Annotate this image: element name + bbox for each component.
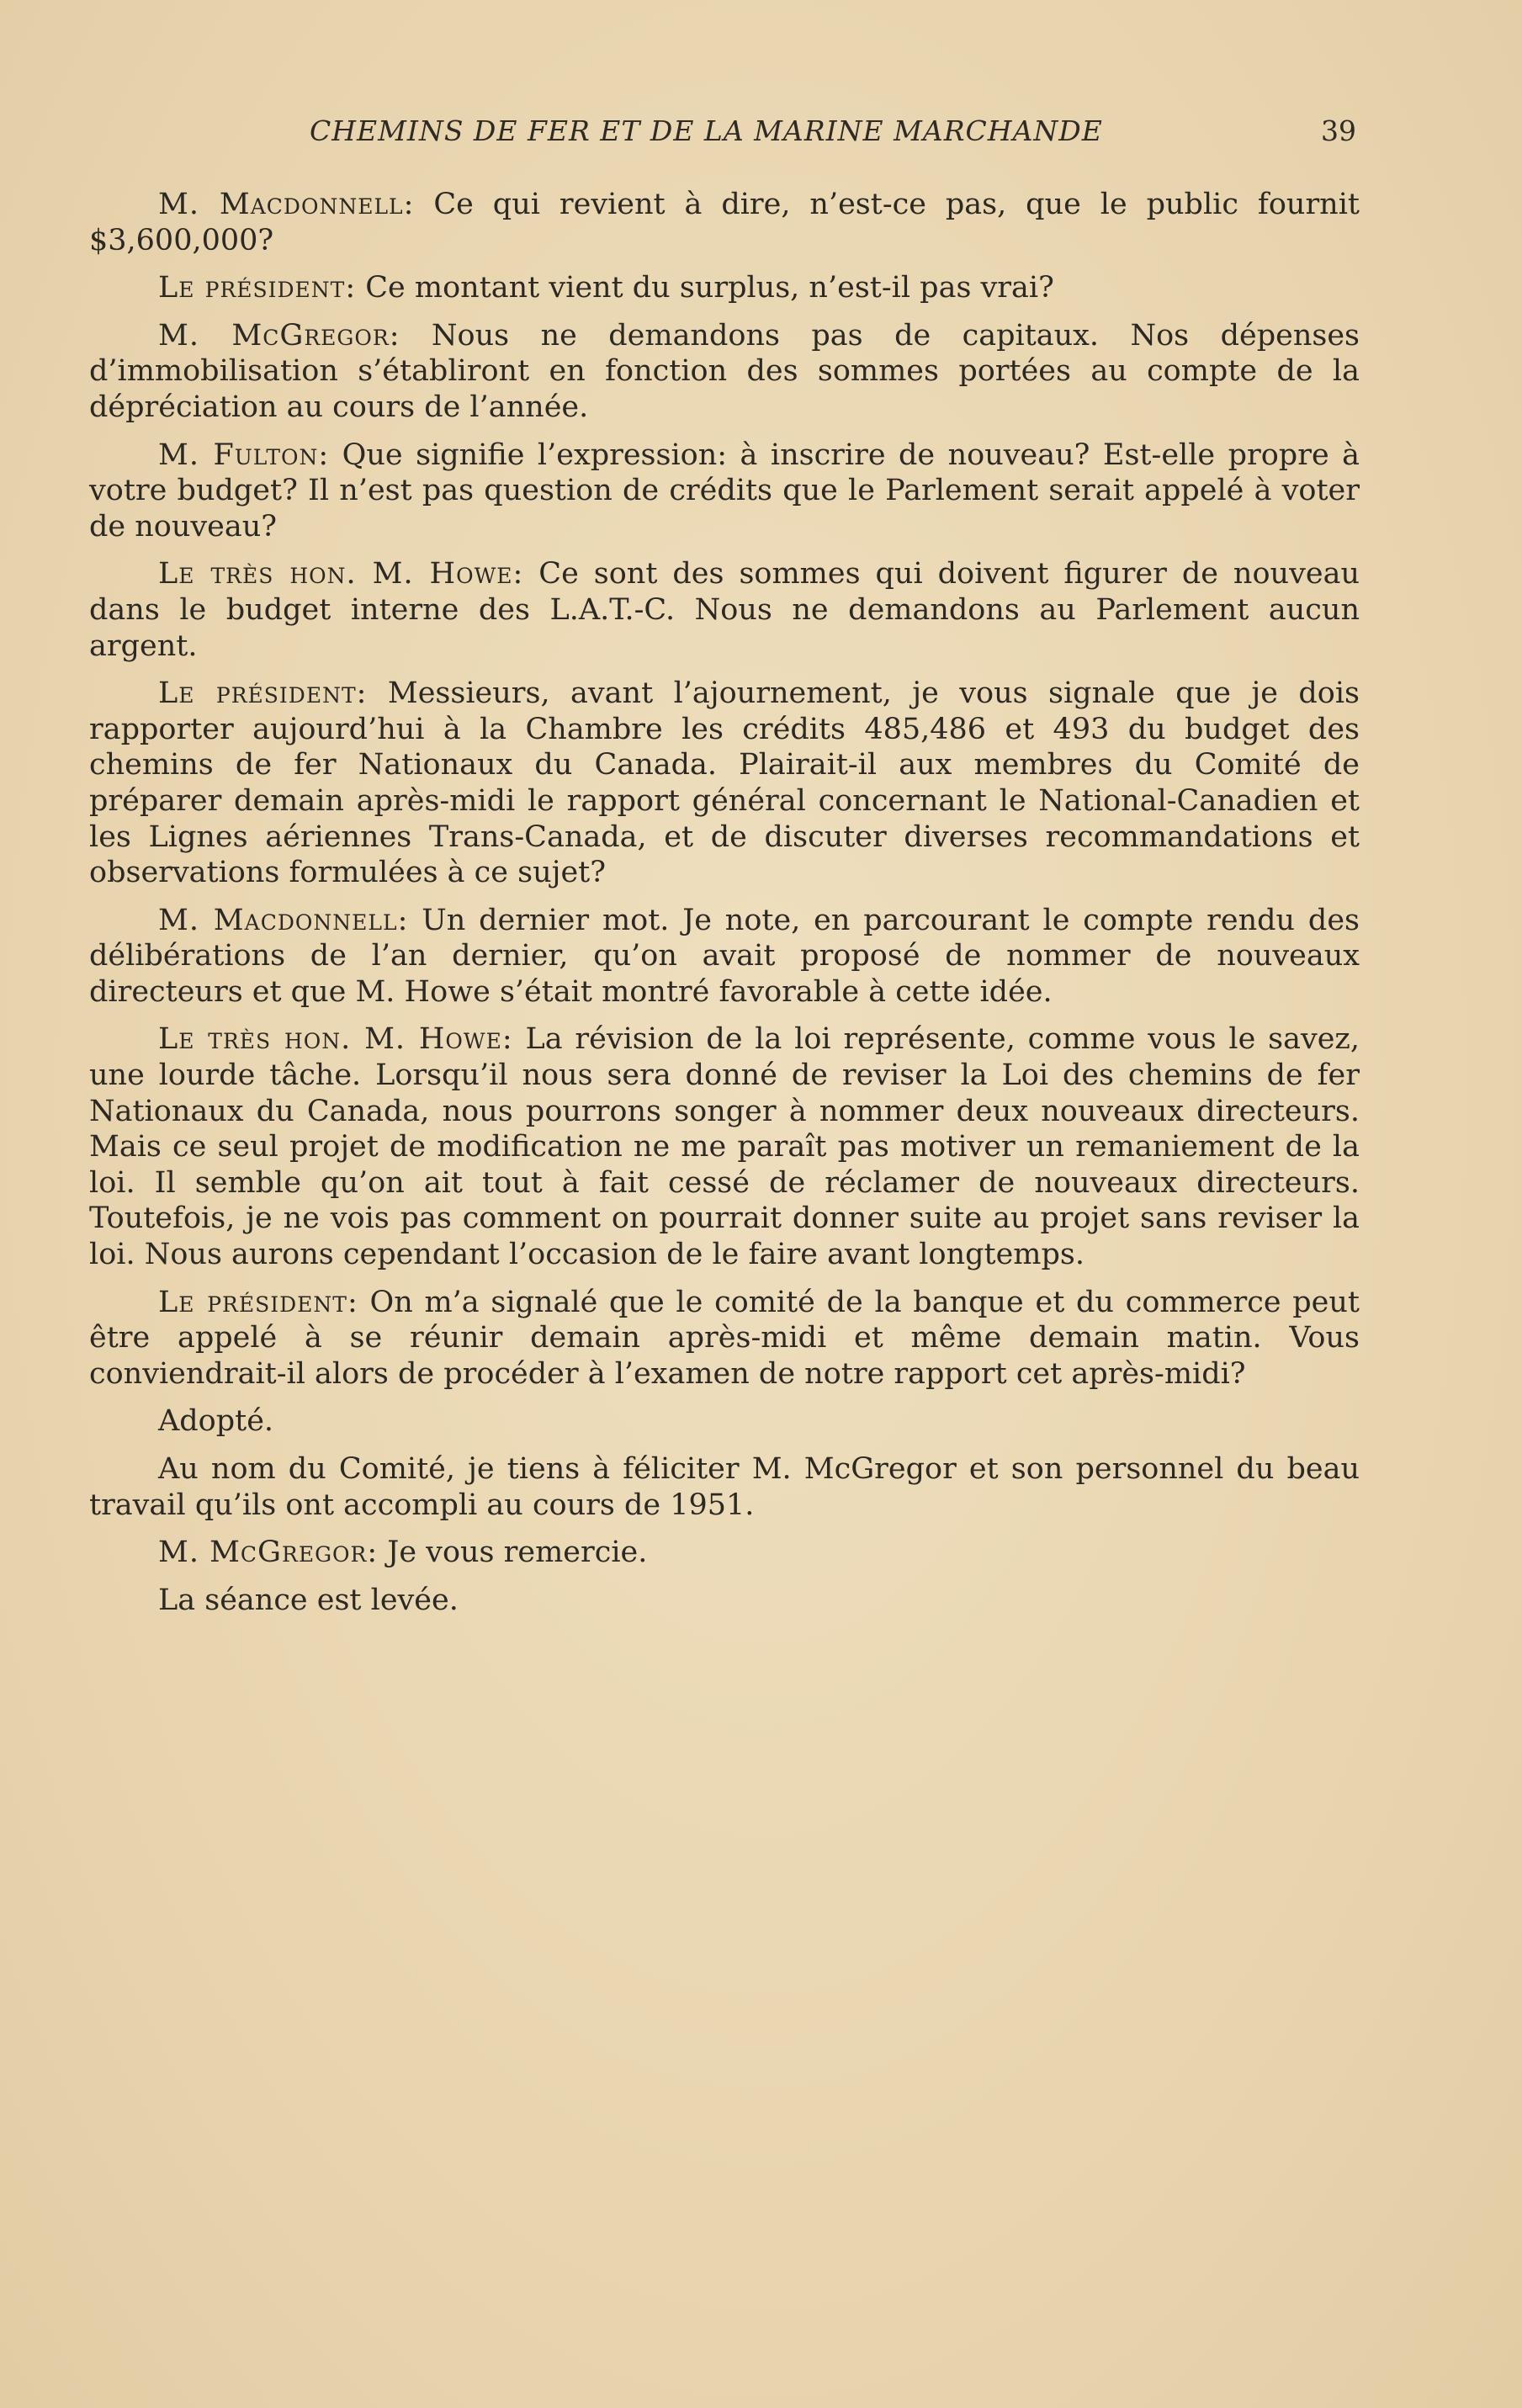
paragraph [89, 903, 1360, 1010]
speaker-name: M. Macdonnell: [158, 188, 415, 221]
paragraph [89, 556, 1360, 664]
page-number: 39 [1321, 114, 1356, 147]
speaker-name: M. Fulton: [158, 438, 330, 472]
paragraph [89, 676, 1360, 891]
running-title: CHEMINS DE FER ET DE LA MARINE MARCHANDE [310, 114, 1103, 147]
paragraph-text: Que signifie l’expression: à inscrire de nouveau? Est-elle propre à votre budget? Il n’est pas question de crédits que le Parlement serait appelé à voter de nouveau? [89, 438, 1360, 544]
paragraph [89, 1285, 1360, 1392]
paragraph-text: Nous ne demandons pas de capitaux. Nos dépenses d’immobilisation s’établiront en fonction des sommes portées au compte de la dépréciation au cours de l’année. [89, 318, 1360, 424]
speaker-name: M. Macdonnell: [158, 903, 409, 937]
running-header [310, 114, 1356, 155]
paragraph [89, 438, 1360, 545]
paragraph [89, 1451, 1360, 1523]
speaker-name: Le président: [158, 676, 368, 711]
paragraph-text: Adopté. [158, 1404, 274, 1439]
paragraph-text: Je vous remercie. [378, 1535, 648, 1570]
paragraph-text: Un dernier mot. Je note, en parcourant le compte rendu des délibérations de l’an dernier, qu’on avait proposé de nommer de nouveaux directeurs et que M. Howe s’était montré favorable à cette idée. [89, 903, 1360, 1009]
transcript-body [89, 187, 1360, 1630]
paragraph [89, 1535, 1360, 1571]
paragraph [89, 1583, 1360, 1619]
speaker-name: Le président: [158, 271, 357, 305]
paragraph [89, 318, 1360, 426]
paragraph-text: Au nom du Comité, je tiens à féliciter M. McGregor et son personnel du beau travail qu’ils ont accompli au cours de 1951. [89, 1452, 1360, 1522]
paragraph-text: On m’a signalé que le comité de la banque et du commerce peut être appelé à se réunir demain après-midi et même demain matin. Vous conviendrait-il alors de procéder à l’examen de notre rapport cet après-midi? [89, 1285, 1360, 1391]
paragraph-text: La séance est levée. [158, 1583, 459, 1617]
paragraph [89, 270, 1360, 306]
paragraph-text: Ce sont des sommes qui doivent figurer de nouveau dans le budget interne des L.A.T.-C. Nous ne demandons au Parlement aucun argent. [89, 557, 1360, 663]
paragraph [89, 1021, 1360, 1272]
paragraph [89, 187, 1360, 258]
paragraph-text: Messieurs, avant l’ajournement, je vous signale que je dois rapporter aujourd’hui à la Chambre les crédits 485,486 et 493 du budget des chemins de fer Nationaux du Canada. Plairait-il aux membres du Comité de préparer demain après-midi le rapport général concernant le National-Canadien et les Lignes aériennes Trans-Canada, et de discuter diverses recommandations et observations formulées à ce sujet? [89, 676, 1360, 890]
paragraph-text: Ce montant vient du surplus, n’est-il pas vrai? [356, 271, 1054, 305]
speaker-name: Le très hon. M. Howe: [158, 557, 524, 591]
paragraph-text: Ce qui revient à dire, n’est-ce pas, que le public fournit $3,600,000? [89, 188, 1360, 257]
speaker-name: Le très hon. M. Howe: [158, 1022, 513, 1057]
paragraph [89, 1403, 1360, 1440]
paragraph-text: La révision de la loi représente, comme vous le savez, une lourde tâche. Lorsqu’il nous sera donné de reviser la Loi des chemins de fer Nationaux du Canada, nous pourrons songer à nommer deux nouveaux directeurs. Mais ce seul projet de modification ne me paraît pas motiver un remaniement de la loi. Il semble qu’on ait tout à fait cessé de réclamer de nouveaux directeurs. Toutefois, je ne vois pas comment on pourrait donner suite au projet sans reviser la loi. Nous aurons cependant l’occasion de le faire avant longtemps. [89, 1022, 1360, 1272]
speaker-name: Le président: [158, 1285, 358, 1319]
speaker-name: M. McGregor: [158, 1535, 379, 1570]
speaker-name: M. McGregor: [158, 318, 400, 353]
